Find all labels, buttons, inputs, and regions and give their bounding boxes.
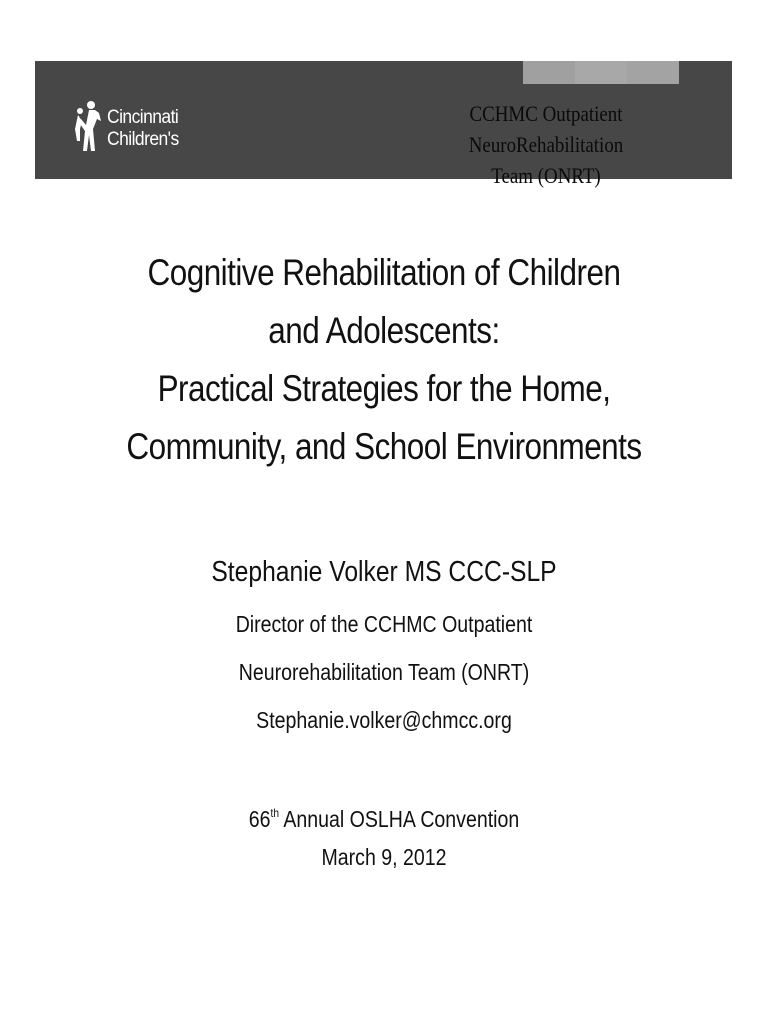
presenter-role-line-1: Director of the CCHMC Outpatient — [235, 611, 533, 637]
title-line-1: Cognitive Rehabilitation of Children — [147, 252, 621, 293]
header-tab-1 — [523, 61, 575, 84]
event-date: March 9, 2012 — [321, 844, 447, 870]
title-line-4: Community, and School Environments — [126, 426, 642, 467]
presenter-name: Stephanie Volker MS CCC-SLP — [211, 556, 557, 588]
presenter-role-line-2: Neurorehabilitation Team (ONRT) — [238, 659, 530, 685]
event-ordinal-number: 66 — [248, 806, 271, 832]
cincinnati-childrens-logo — [73, 99, 185, 159]
header-tab-3 — [627, 61, 679, 84]
event-ordinal-suffix: th — [270, 806, 280, 820]
header-band — [35, 61, 732, 188]
title-line-2: and Adolescents: — [268, 310, 500, 351]
header-tab-2 — [575, 61, 627, 84]
event-name — [109, 798, 660, 834]
logo-text-line1: Cincinnati — [107, 107, 179, 128]
children-figures-icon — [73, 99, 103, 159]
presenter-email: Stephanie.volker@chmcc.org — [256, 707, 512, 733]
logo-text-line2: Children's — [107, 129, 179, 150]
event-title: Annual OSLHA Convention — [279, 806, 520, 832]
header-title-line2: Team (ONRT) — [491, 163, 601, 188]
title-line-3: Practical Strategies for the Home, — [157, 368, 611, 409]
presentation-title — [60, 244, 708, 476]
header-title — [390, 98, 701, 191]
header-tabs — [523, 61, 679, 84]
header-title-line1: CCHMC Outpatient NeuroRehabilitation — [468, 101, 624, 157]
